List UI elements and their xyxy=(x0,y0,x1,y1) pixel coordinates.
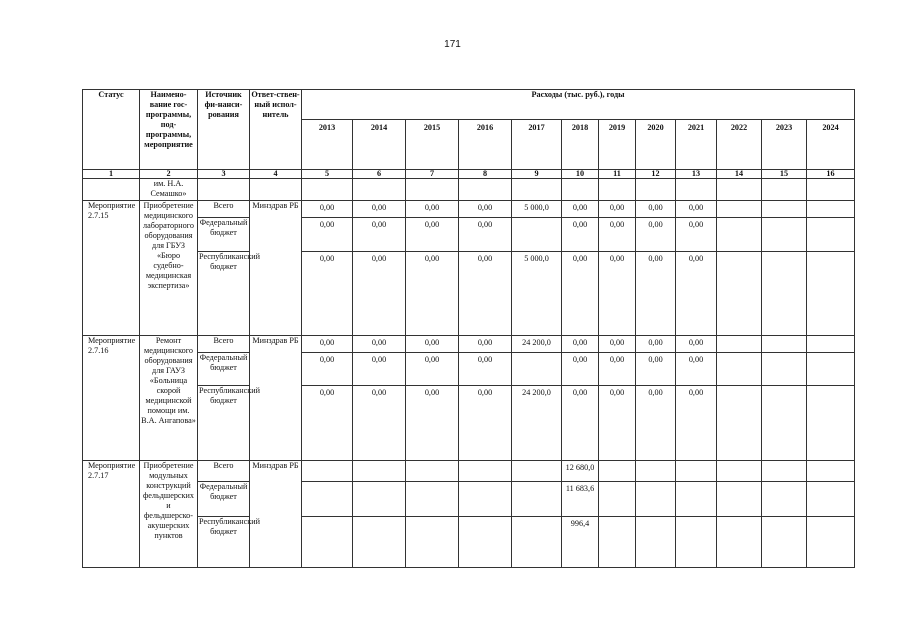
expense-value: 0,00 xyxy=(562,218,599,252)
expense-value xyxy=(302,482,353,517)
header-year: 2013 xyxy=(302,120,353,170)
header-year: 2018 xyxy=(562,120,599,170)
expense-value: 0,00 xyxy=(406,252,459,336)
expense-value xyxy=(353,482,406,517)
expense-value xyxy=(807,482,855,517)
expense-value: 12 680,0 xyxy=(562,461,599,482)
expense-value: 0,00 xyxy=(353,353,406,386)
expense-value: 0,00 xyxy=(562,336,599,353)
expense-value xyxy=(512,353,562,386)
expense-value xyxy=(807,353,855,386)
expense-value xyxy=(353,517,406,568)
expense-value xyxy=(353,461,406,482)
funding-source: Всего xyxy=(198,336,250,353)
expense-value: 0,00 xyxy=(353,386,406,461)
expense-value xyxy=(302,461,353,482)
table-row xyxy=(83,353,855,386)
expense-value xyxy=(807,517,855,568)
header-year: 2016 xyxy=(459,120,512,170)
expense-value: 0,00 xyxy=(599,252,636,336)
expense-value: 0,00 xyxy=(562,386,599,461)
expense-value xyxy=(717,252,762,336)
expense-value: 0,00 xyxy=(562,252,599,336)
table-row xyxy=(83,461,855,482)
responsible-executor: Минздрав РБ xyxy=(250,201,302,336)
column-index: 16 xyxy=(807,170,855,179)
expense-value: 0,00 xyxy=(562,201,599,218)
expense-value xyxy=(762,386,807,461)
expense-value: 0,00 xyxy=(636,336,676,353)
expense-value: 0,00 xyxy=(353,218,406,252)
header-year: 2017 xyxy=(512,120,562,170)
expense-value: 996,4 xyxy=(562,517,599,568)
expense-value: 0,00 xyxy=(459,201,512,218)
expense-value xyxy=(512,517,562,568)
expense-value: 0,00 xyxy=(636,353,676,386)
expense-value: 0,00 xyxy=(562,353,599,386)
expense-value xyxy=(762,201,807,218)
funding-source: Республиканский бюджет xyxy=(198,386,250,461)
table-row xyxy=(83,201,855,218)
expense-value xyxy=(762,336,807,353)
expense-value: 0,00 xyxy=(676,201,717,218)
expense-value xyxy=(636,482,676,517)
funding-source: Федеральный бюджет xyxy=(198,482,250,517)
table-header xyxy=(83,90,855,179)
measure-name: Ремонт медицинского оборудования для ГАУЗ «Больница скорой медицинской помощи им. В.А. Ангапова» xyxy=(140,336,198,461)
expense-value xyxy=(636,461,676,482)
header-status: Статус xyxy=(83,90,140,170)
expense-value xyxy=(762,252,807,336)
expense-value xyxy=(676,461,717,482)
expense-value xyxy=(676,482,717,517)
header-year: 2021 xyxy=(676,120,717,170)
expense-value: 0,00 xyxy=(636,386,676,461)
header-year: 2019 xyxy=(599,120,636,170)
expense-value xyxy=(717,386,762,461)
column-index: 4 xyxy=(250,170,302,179)
header-source: Источник фи-нанси-рования xyxy=(198,90,250,170)
responsible-executor: Минздрав РБ xyxy=(250,336,302,461)
column-index: 12 xyxy=(636,170,676,179)
expense-value xyxy=(717,336,762,353)
expense-value xyxy=(512,482,562,517)
column-index: 15 xyxy=(762,170,807,179)
expense-value: 0,00 xyxy=(302,201,353,218)
measure-status: Мероприятие 2.7.15 xyxy=(83,201,140,336)
expense-value xyxy=(762,353,807,386)
expense-value: 0,00 xyxy=(459,386,512,461)
measure-name: Приобретение модульных конструкций фельдшерских и фельдшерско-акушерских пунктов xyxy=(140,461,198,568)
expense-value xyxy=(717,353,762,386)
expense-value xyxy=(459,517,512,568)
expense-value xyxy=(599,517,636,568)
expense-value: 0,00 xyxy=(636,252,676,336)
carry-over-name: им. Н.А. Семашко» xyxy=(140,179,198,201)
expense-value: 0,00 xyxy=(636,201,676,218)
expense-value xyxy=(599,461,636,482)
expense-value xyxy=(807,218,855,252)
expense-value: 0,00 xyxy=(599,218,636,252)
expense-value: 0,00 xyxy=(406,201,459,218)
expense-value: 0,00 xyxy=(353,336,406,353)
expense-value xyxy=(676,517,717,568)
column-index: 3 xyxy=(198,170,250,179)
column-index: 8 xyxy=(459,170,512,179)
expense-value: 5 000,0 xyxy=(512,252,562,336)
expense-value: 0,00 xyxy=(406,353,459,386)
column-index: 2 xyxy=(140,170,198,179)
expense-value: 0,00 xyxy=(676,252,717,336)
table-row xyxy=(83,252,855,336)
header-year: 2014 xyxy=(353,120,406,170)
column-index: 5 xyxy=(302,170,353,179)
table-row xyxy=(83,336,855,353)
expense-value xyxy=(459,482,512,517)
expense-value: 0,00 xyxy=(406,336,459,353)
expense-value xyxy=(807,461,855,482)
column-index: 7 xyxy=(406,170,459,179)
expense-value xyxy=(717,517,762,568)
expense-value: 0,00 xyxy=(599,201,636,218)
expense-value: 0,00 xyxy=(353,201,406,218)
expense-value xyxy=(459,461,512,482)
header-year: 2020 xyxy=(636,120,676,170)
expense-value: 0,00 xyxy=(353,252,406,336)
header-executor: Ответ-ствен-ный испол-нитель xyxy=(250,90,302,170)
page-number: 171 xyxy=(444,39,461,50)
expense-value xyxy=(406,517,459,568)
measure-status: Мероприятие 2.7.17 xyxy=(83,461,140,568)
header-year: 2015 xyxy=(406,120,459,170)
column-index: 6 xyxy=(353,170,406,179)
expense-value: 0,00 xyxy=(599,386,636,461)
expense-value xyxy=(302,517,353,568)
expense-value: 0,00 xyxy=(599,353,636,386)
expense-value xyxy=(762,461,807,482)
expense-value xyxy=(717,461,762,482)
expense-value: 0,00 xyxy=(302,386,353,461)
column-index: 9 xyxy=(512,170,562,179)
expense-value xyxy=(762,218,807,252)
responsible-executor: Минздрав РБ xyxy=(250,461,302,568)
column-index: 10 xyxy=(562,170,599,179)
expense-value xyxy=(807,336,855,353)
expense-value xyxy=(807,201,855,218)
expense-value: 0,00 xyxy=(676,386,717,461)
expense-value: 0,00 xyxy=(406,386,459,461)
funding-source: Всего xyxy=(198,201,250,218)
measure-status: Мероприятие 2.7.16 xyxy=(83,336,140,461)
table-row xyxy=(83,386,855,461)
header-expenses: Расходы (тыс. руб.), годы xyxy=(302,90,855,120)
expense-value xyxy=(636,517,676,568)
expense-value xyxy=(762,482,807,517)
expense-value xyxy=(717,482,762,517)
expense-value xyxy=(717,201,762,218)
expense-value: 11 683,6 xyxy=(562,482,599,517)
expense-value: 24 200,0 xyxy=(512,386,562,461)
table-row xyxy=(83,482,855,517)
column-index: 11 xyxy=(599,170,636,179)
column-index: 1 xyxy=(83,170,140,179)
header-year: 2024 xyxy=(807,120,855,170)
expense-value: 0,00 xyxy=(302,336,353,353)
funding-source: Республиканский бюджет xyxy=(198,517,250,568)
column-index: 14 xyxy=(717,170,762,179)
expense-value xyxy=(717,218,762,252)
expense-value: 0,00 xyxy=(302,218,353,252)
expense-value xyxy=(406,461,459,482)
header-year: 2023 xyxy=(762,120,807,170)
expense-value xyxy=(762,517,807,568)
expense-value: 0,00 xyxy=(302,252,353,336)
funding-source: Республиканский бюджет xyxy=(198,252,250,336)
expense-value: 0,00 xyxy=(676,353,717,386)
carry-over-row xyxy=(83,179,855,201)
table-row xyxy=(83,517,855,568)
expense-value: 24 200,0 xyxy=(512,336,562,353)
expenses-table xyxy=(82,89,855,568)
funding-source: Всего xyxy=(198,461,250,482)
funding-source: Федеральный бюджет xyxy=(198,218,250,252)
expense-value xyxy=(807,386,855,461)
expense-value xyxy=(512,461,562,482)
expense-value xyxy=(599,482,636,517)
column-index-row xyxy=(83,170,855,179)
expense-value: 0,00 xyxy=(459,252,512,336)
table-body xyxy=(83,179,855,568)
expense-value xyxy=(512,218,562,252)
expense-value xyxy=(406,482,459,517)
expense-value: 0,00 xyxy=(636,218,676,252)
expense-value: 0,00 xyxy=(406,218,459,252)
column-index: 13 xyxy=(676,170,717,179)
expense-value: 0,00 xyxy=(459,336,512,353)
header-name: Наимено-вание гос-программы, под-программы, мероприятие xyxy=(140,90,198,170)
header-year: 2022 xyxy=(717,120,762,170)
expense-value: 0,00 xyxy=(676,218,717,252)
expense-value: 5 000,0 xyxy=(512,201,562,218)
funding-source: Федеральный бюджет xyxy=(198,353,250,386)
measure-name: Приобретение медицинского лабораторного оборудования для ГБУЗ «Бюро судебно-медицинская экспертиза» xyxy=(140,201,198,336)
expense-value: 0,00 xyxy=(599,336,636,353)
table-row xyxy=(83,218,855,252)
expense-value xyxy=(807,252,855,336)
expense-value: 0,00 xyxy=(302,353,353,386)
expense-value: 0,00 xyxy=(459,353,512,386)
expense-value: 0,00 xyxy=(676,336,717,353)
expense-value: 0,00 xyxy=(459,218,512,252)
